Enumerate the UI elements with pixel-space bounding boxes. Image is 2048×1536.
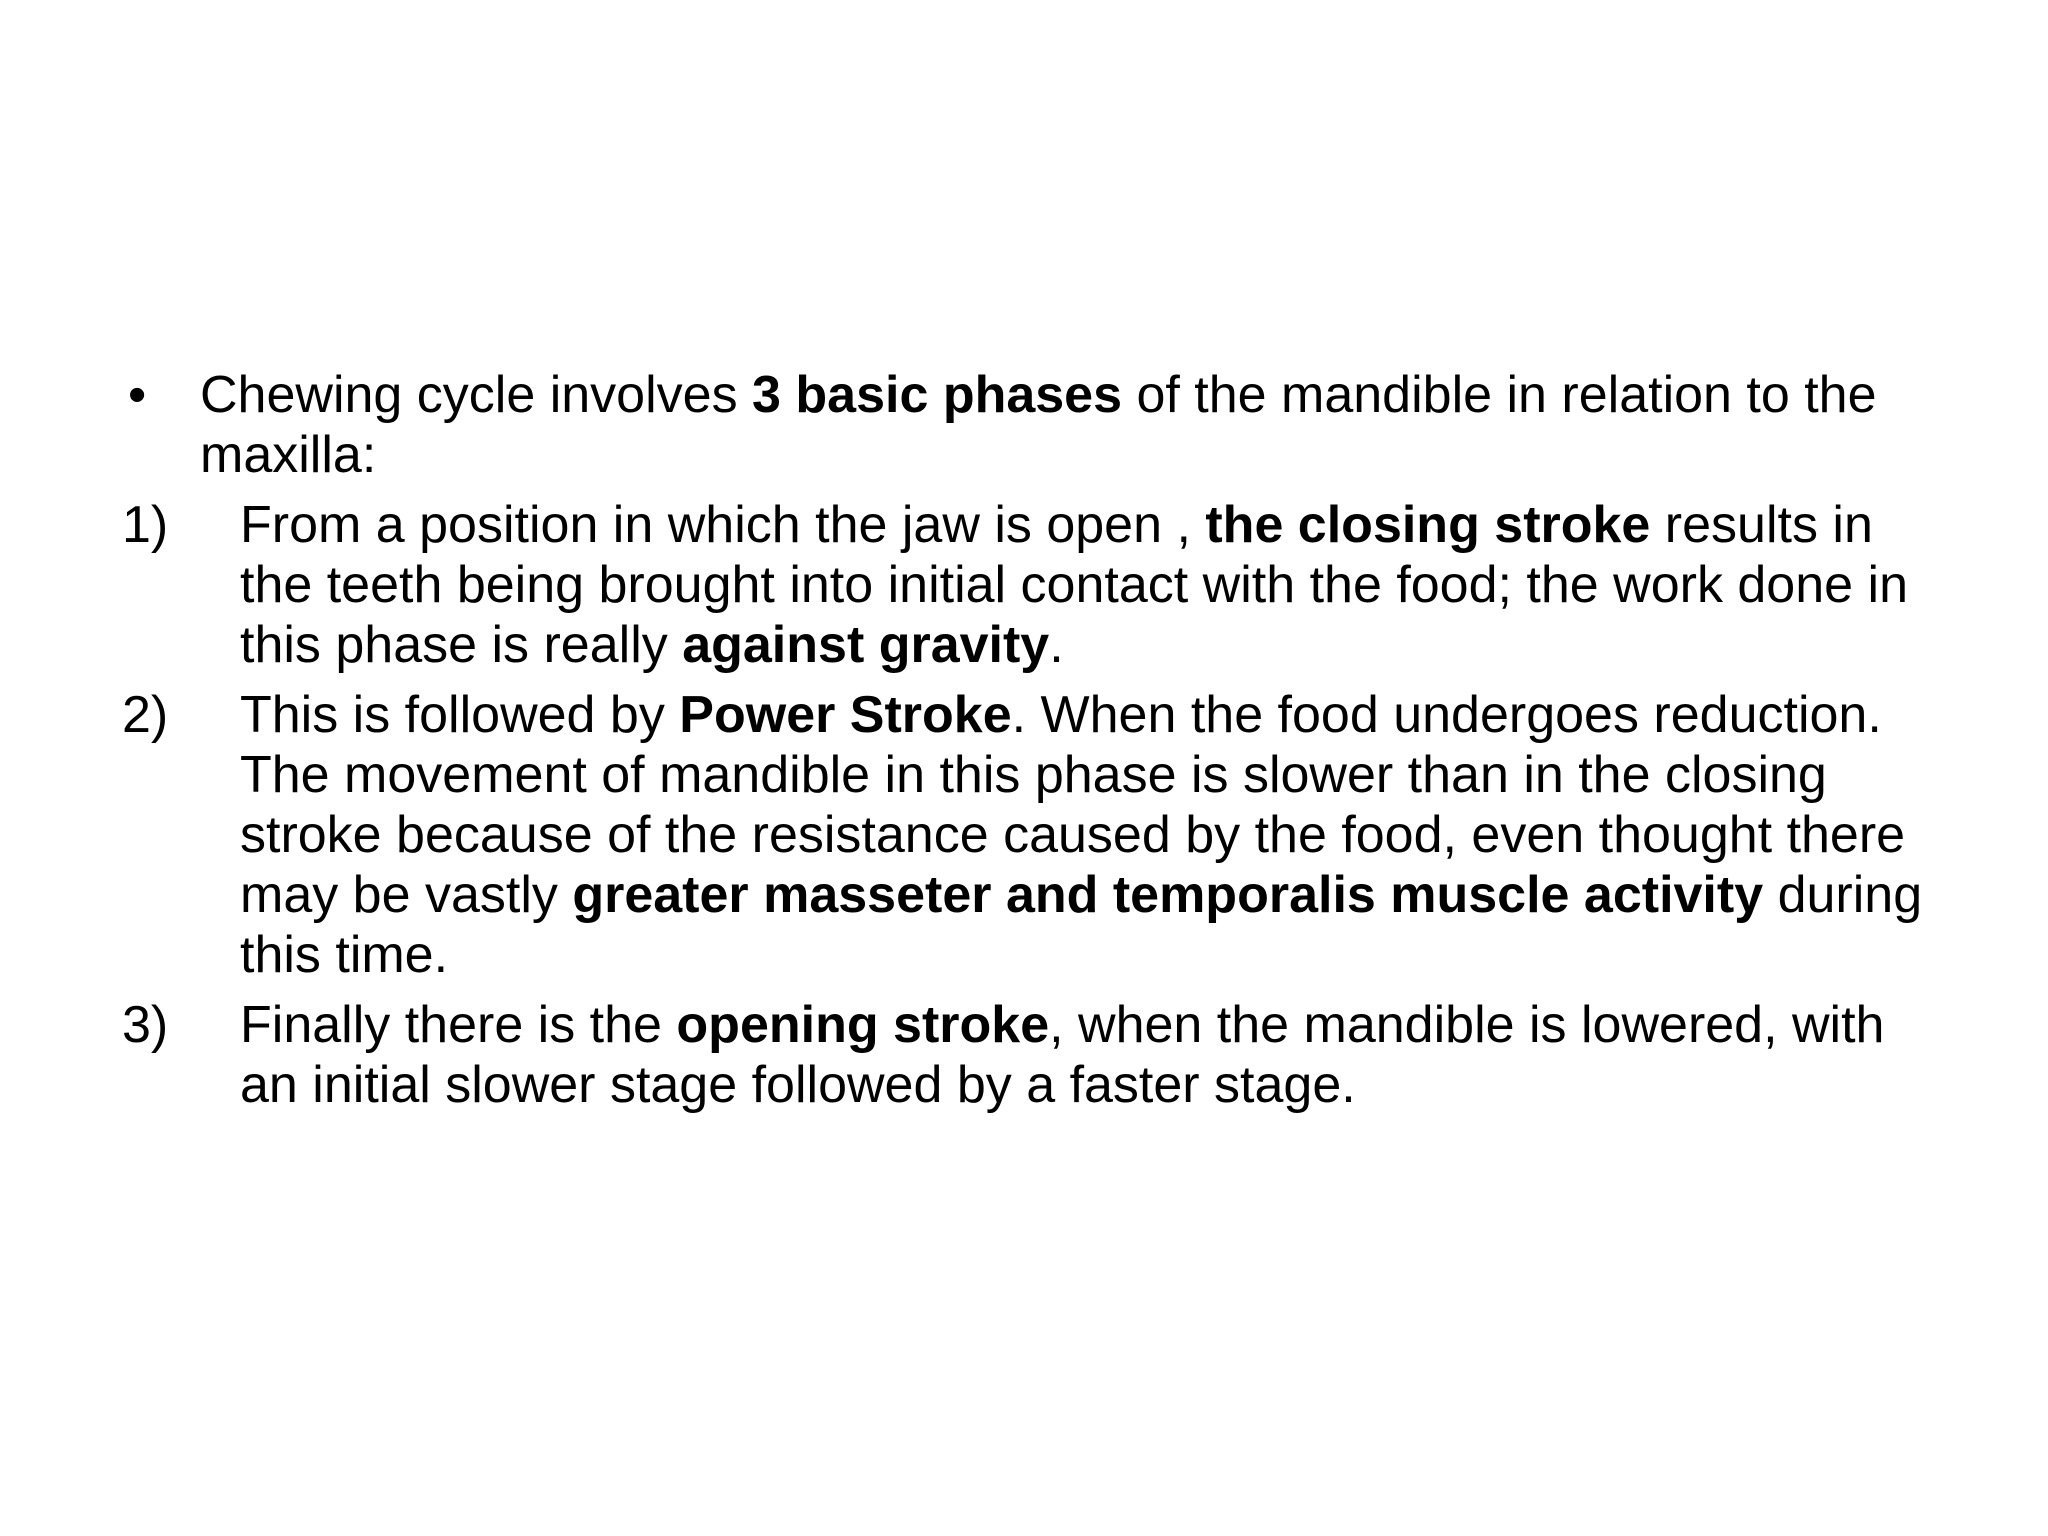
- phase-1-emphasis: the closing stroke: [1205, 496, 1651, 554]
- intro-text: Chewing cycle involves: [200, 366, 753, 424]
- phase-item-3: [122, 995, 1942, 1115]
- phase-1-text-end: .: [1049, 616, 1064, 674]
- phase-item-2: [122, 685, 1942, 985]
- intro-emphasis: 3 basic phases: [752, 366, 1123, 424]
- phase-item-1: [122, 495, 1942, 675]
- phase-1-text: From a position in which the jaw is open ,: [240, 496, 1206, 554]
- phase-2-text-mid: . When the food undergoes reduction. The movement of mandible in this phase is slower than in the closing stroke because of the resistance caused by the food, even thought there may be vastly: [240, 686, 1906, 924]
- bullet-marker: •: [128, 366, 147, 424]
- phase-1-emphasis-2: against gravity: [682, 616, 1050, 674]
- phase-3-text-end: , when the mandible is lowered, with an initial slower stage followed by a faster stage.: [240, 996, 1885, 1114]
- intro-bullet: [122, 365, 1942, 485]
- phase-2-emphasis: Power Stroke: [679, 686, 1012, 744]
- phase-number-3: 3): [122, 996, 169, 1054]
- phase-number-2: 2): [122, 686, 169, 744]
- slide-body: [122, 365, 1942, 1125]
- phase-1-text-mid: results in the teeth being brought into initial contact with the food; the work done in this phase is really: [240, 496, 1908, 674]
- phase-2-text-end: during this time.: [240, 866, 1923, 984]
- phase-number-1: 1): [122, 496, 169, 554]
- intro-text-end: of the mandible in relation to the maxilla:: [200, 366, 1877, 484]
- phase-2-emphasis-2: greater masseter and temporalis muscle activity: [572, 866, 1764, 924]
- phase-3-text: Finally there is the: [240, 996, 677, 1054]
- phase-3-emphasis: opening stroke: [676, 996, 1050, 1054]
- phase-2-text: This is followed by: [240, 686, 680, 744]
